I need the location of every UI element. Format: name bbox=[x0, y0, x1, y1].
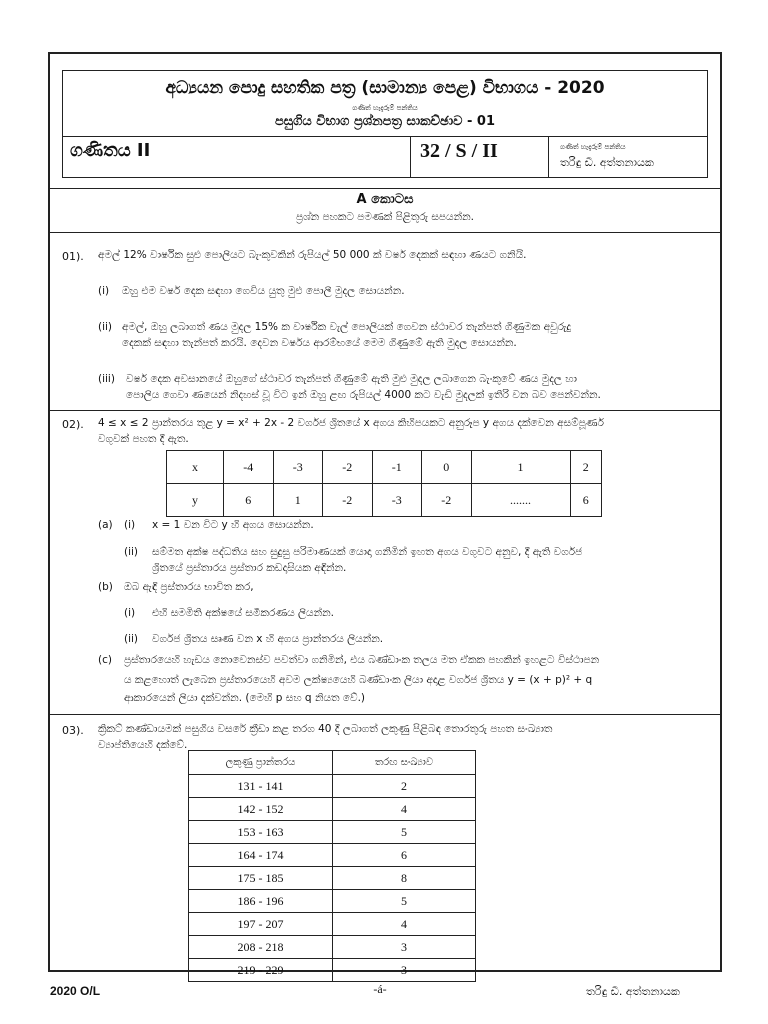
q3-header-row bbox=[189, 751, 476, 775]
q3-range-cell: 219 - 229 bbox=[189, 959, 333, 982]
q2-x-label: x bbox=[167, 451, 224, 484]
section-title: A කොටස bbox=[356, 192, 414, 207]
q3-count-cell: 4 bbox=[333, 913, 476, 936]
q2-c-line2: ය කළහොත් ලැබෙන ප්‍රස්තාරයෙහි අවම ලක්ෂ්‍යයෙහි බණ්ඩාංක ලියා අදාළ වර්ගජ ශ්‍රිතය y = (x + p)² + q bbox=[124, 674, 593, 686]
q1-ii-label: (ii) bbox=[98, 321, 113, 333]
q3-count-cell: 8 bbox=[333, 867, 476, 890]
q3-count-cell: 3 bbox=[333, 959, 476, 982]
table-row bbox=[189, 844, 476, 867]
q1-iii-label: (iii) bbox=[98, 373, 115, 385]
table-row bbox=[189, 936, 476, 959]
q2-x-cell: -4 bbox=[224, 451, 274, 484]
table-row bbox=[189, 775, 476, 798]
teacher-name: තරිඳු ඩී. අත්තනායක bbox=[560, 156, 654, 169]
q3-number: 03). bbox=[62, 724, 84, 737]
q2-y-cell: -2 bbox=[323, 484, 373, 517]
table-row bbox=[189, 913, 476, 936]
q3-range-cell: 175 - 185 bbox=[189, 867, 333, 890]
q2-x-cell: -1 bbox=[372, 451, 422, 484]
q1-ii-line2: දෙකක් සඳහා තැන්පත් කරයි. දෙවන වර්ෂය ආරම්භයේ මෙම ගිණුමේ ඇති මුදල සොයන්න. bbox=[122, 337, 517, 349]
q3-count-cell: 5 bbox=[333, 821, 476, 844]
q3-count-cell: 3 bbox=[333, 936, 476, 959]
q2-a-ii-label: (ii) bbox=[124, 546, 139, 558]
q3-range-cell: 164 - 174 bbox=[189, 844, 333, 867]
q3-frequency-table bbox=[188, 750, 476, 982]
q2-c-line3: ආකාරයෙන් ලියා දක්වන්න. (මෙහි p සහ q නියත වේ.) bbox=[124, 692, 366, 704]
section-top-rule bbox=[48, 188, 722, 189]
q3-count-cell: 5 bbox=[333, 890, 476, 913]
q2-x-row bbox=[167, 451, 602, 484]
q2-y-label: y bbox=[167, 484, 224, 517]
q2-c-label: (c) bbox=[98, 654, 112, 666]
q3-range-cell: 186 - 196 bbox=[189, 890, 333, 913]
q2-b-label: (b) bbox=[98, 581, 113, 593]
header-vdivider-1 bbox=[410, 137, 411, 178]
q3-count-cell: 6 bbox=[333, 844, 476, 867]
q2-x-cell: -2 bbox=[323, 451, 373, 484]
q1-i-text: ඔහු එම වර්ෂ දෙක සඳහා ගෙවිය යුතු මුළු පොලී මුදල සොයන්න. bbox=[122, 285, 405, 297]
q2-b-text: ඔබ ඇඳි ප්‍රස්තාරය භාවිත කර, bbox=[124, 581, 254, 593]
q1-number: 01). bbox=[62, 250, 84, 263]
q3-col-range-header: ලකුණු ප්‍රාන්තරය bbox=[189, 751, 333, 775]
q3-range-cell: 131 - 141 bbox=[189, 775, 333, 798]
q2-b-i-label: (i) bbox=[124, 607, 136, 619]
subject-label: ගණිතය II bbox=[70, 140, 151, 161]
table-row bbox=[189, 959, 476, 982]
q3-stem-line1: ක්‍රිකට් කණ්ඩායමක් පසුගිය වසරේ ක්‍රීඩා කළ තරග 40 දී ලබාගත් ලකුණු පිළිබඳ තොරතුරු පහත සංඛ්‍යාත bbox=[98, 723, 553, 735]
q1-iii-line1: වර්ෂ දෙක අවසානයේ ඔහුගේ ස්ථාවර තැන්පත් ගිණුමේ ඇති මුළු මුදල ලබාගෙන බැංකුවේ ණය මුදල හා bbox=[126, 373, 577, 385]
table-row bbox=[189, 867, 476, 890]
q3-range-cell: 153 - 163 bbox=[189, 821, 333, 844]
q2-x-cell: 1 bbox=[471, 451, 570, 484]
table-row bbox=[189, 821, 476, 844]
q3-count-cell: 4 bbox=[333, 798, 476, 821]
footer-teacher: තරිඳු ඩී. අත්තනායක bbox=[586, 985, 680, 998]
q2-stem-line2: වගුවක් පහත දී ඇත. bbox=[98, 433, 189, 445]
q2-b-ii-label: (ii) bbox=[124, 633, 139, 645]
q2-a-ii-line2: ශ්‍රිතයේ ප්‍රස්තාරය ප්‍රස්තාර කඩදාසියක අඳින්න. bbox=[152, 562, 347, 574]
q2-value-table bbox=[166, 450, 602, 517]
footer-exam-year: 2020 O/L bbox=[50, 984, 101, 998]
table-row bbox=[189, 890, 476, 913]
class-label: ගණිත් හැදැරුම් පන්තිය bbox=[352, 104, 418, 112]
q3-range-cell: 208 - 218 bbox=[189, 936, 333, 959]
section-bottom-rule bbox=[48, 232, 722, 233]
q3-range-cell: 197 - 207 bbox=[189, 913, 333, 936]
q2-b-ii-text: වර්ගජ ශ්‍රිතය සෘණ වන x හි අගය ප්‍රාන්තරය ලියන්න. bbox=[152, 633, 384, 645]
q2-y-row bbox=[167, 484, 602, 517]
q3-range-cell: 142 - 152 bbox=[189, 798, 333, 821]
q2-y-cell: 1 bbox=[273, 484, 323, 517]
q2-y-cell: ....... bbox=[471, 484, 570, 517]
q1-iii-line2: පොලිය ගෙවා ණයෙන් නිදහස් වූ විට ඉන් ඔහු ළඟ රුපියල් 4000 කට වැඩි මුදලක් ඉතිරි වන බව පෙන්වන්න. bbox=[126, 389, 601, 401]
paper-code: 32 / S / II bbox=[420, 140, 498, 162]
q3-stem-line2: ව්‍යාප්තියෙහි දක්වේ. bbox=[98, 739, 188, 751]
q2-divider bbox=[48, 714, 722, 715]
section-instruction: ප්‍රශ්න පහකට පමණක් පිළිතුරු සපයන්න. bbox=[296, 211, 474, 223]
q1-ii-line1: අමල්, ඔහු ලබාගත් ණය මුදල 15% ක වාර්ෂික වැල් පොලියක් ගෙවන ස්ථාවර තැන්පත් ගිණුමක අවුරුදු bbox=[122, 321, 572, 333]
q1-stem: අමල් 12% වාර්ෂික සුළු පොලියට බැංකුවකින් රුපියල් 50 000 ක් වර්ෂ දෙකක් සඳහා ණයට ගනියි. bbox=[98, 249, 527, 261]
q2-a-label: (a) bbox=[98, 519, 113, 531]
q2-stem-line1: 4 ≤ x ≤ 2 ප්‍රාන්තරය තුළ y = x² + 2x - 2 වර්ගජ ශ්‍රිතයේ x අගය කිහිපයකට අනුරූප y අගය දක්වෙන අසම්පූර්ණ bbox=[98, 417, 604, 429]
teacher-class-label: ගණිත් හැදැරුම් පන්තිය bbox=[560, 143, 626, 151]
q2-y-cell: -2 bbox=[422, 484, 472, 517]
q2-number: 02). bbox=[62, 418, 84, 431]
q2-y-cell: -3 bbox=[372, 484, 422, 517]
q1-divider bbox=[48, 410, 722, 411]
q2-a-ii-line1: සම්මත අක්ෂ පද්ධතිය සහ සුදුසු පරිමාණයක් යොදා ගනිමින් ඉහත අගය වගුවට අනුව, දී ඇති වර්ගජ bbox=[152, 546, 583, 558]
exam-title: අධ්‍යයන පොදු සහතික පත්‍ර (සාමාන්‍ය පෙළ) විභාගය - 2020 bbox=[165, 78, 605, 98]
discussion-subtitle: පසුගිය විභාග ප්‍රශ්නපත්‍ර සාකච්ඡාව - 01 bbox=[274, 114, 496, 129]
q2-y-cell: 6 bbox=[224, 484, 274, 517]
table-row bbox=[189, 798, 476, 821]
header-divider bbox=[62, 136, 708, 137]
q2-y-cell: 6 bbox=[570, 484, 602, 517]
footer-page-number: -á- bbox=[373, 982, 387, 996]
header-vdivider-2 bbox=[548, 137, 549, 178]
q2-x-cell: 2 bbox=[570, 451, 602, 484]
q2-x-cell: -3 bbox=[273, 451, 323, 484]
q1-i-label: (i) bbox=[98, 285, 110, 297]
q2-x-cell: 0 bbox=[422, 451, 472, 484]
q2-a-i-label: (i) bbox=[124, 519, 136, 531]
q3-col-count-header: තරඟ සංඛ්‍යාව bbox=[333, 751, 476, 775]
q3-count-cell: 2 bbox=[333, 775, 476, 798]
q2-a-i-text: x = 1 වන විට y හි අගය සොයන්න. bbox=[152, 519, 314, 531]
q2-b-i-text: එහි සමමිති අක්ෂයේ සමීකරණය ලියන්න. bbox=[152, 607, 334, 619]
q2-c-line1: ප්‍රස්තාරයෙහි හැඩය නොවෙනස්ව පවත්වා ගනිමින්, එය බණ්ඩාංක තලය මත ඒකක පහකින් ඉහළට විස්ථාපන bbox=[124, 654, 600, 666]
